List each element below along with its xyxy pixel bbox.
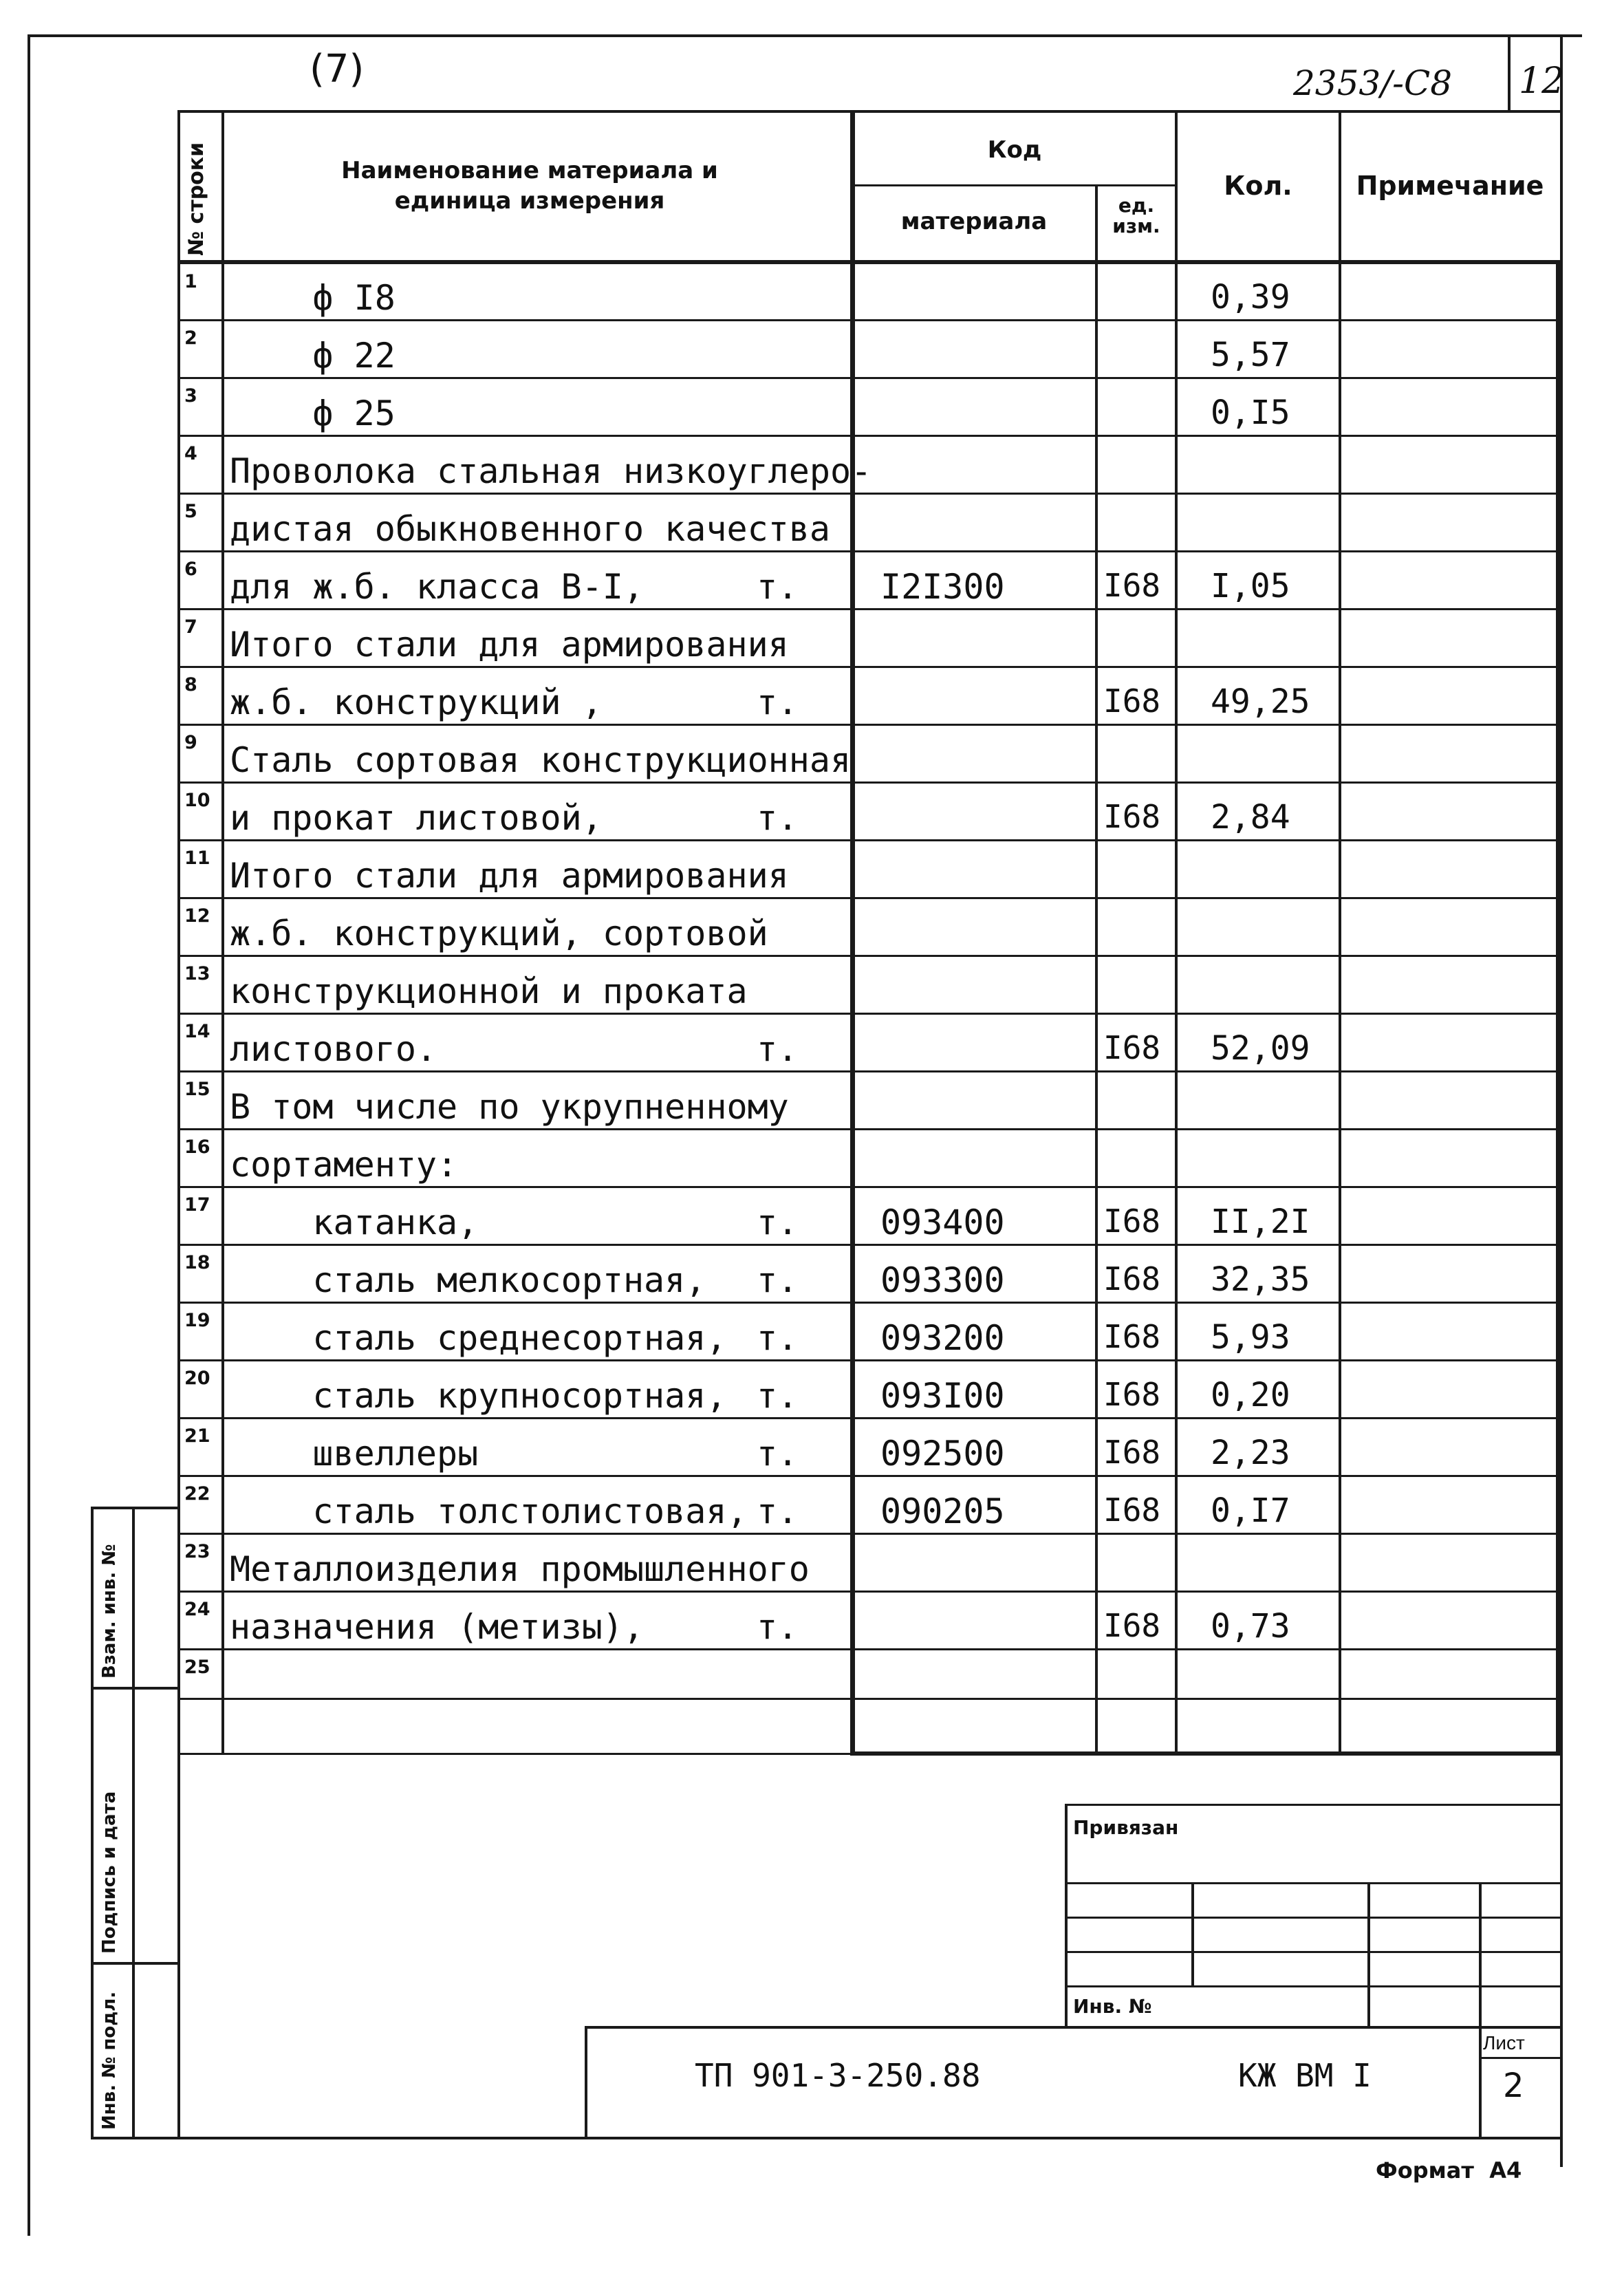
row-unit: т. — [757, 1029, 799, 1069]
row-qty: 0,73 — [1211, 1607, 1290, 1646]
row-divider — [177, 1698, 1560, 1700]
row-divider — [177, 493, 1560, 495]
row-number: 24 — [184, 1599, 210, 1620]
table-bottom-left — [177, 1753, 852, 1755]
stamp-title-left — [585, 2026, 587, 2139]
row-number: 4 — [184, 443, 197, 464]
row-number: 9 — [184, 732, 197, 753]
row-qty: 2,23 — [1211, 1434, 1290, 1472]
strip-bottom — [91, 2137, 184, 2139]
row-qty: 49,25 — [1211, 682, 1310, 721]
row-name: Итого стали для армирования — [230, 856, 789, 896]
row-divider — [177, 1417, 1560, 1419]
row-unit-code: I68 — [1103, 798, 1161, 835]
header-qty: Кол. — [1224, 171, 1292, 201]
stamp-title-top — [585, 2026, 1561, 2029]
row-divider — [177, 377, 1560, 379]
row-divider — [177, 1533, 1560, 1535]
format-label: Формат А4 — [1376, 2157, 1522, 2184]
row-name: Итого стали для армирования — [230, 625, 789, 665]
row-number: 1 — [184, 271, 197, 292]
row-number: 15 — [184, 1079, 210, 1100]
row-unit: т. — [757, 1434, 799, 1474]
row-number: 17 — [184, 1194, 210, 1216]
stamp-priv-col-1 — [1191, 1882, 1194, 1987]
row-name: назначения (метизы), — [230, 1607, 645, 1647]
strip-podpis-data: Подпись и дата — [99, 1791, 120, 1954]
row-unit: т. — [757, 1318, 799, 1358]
row-unit: т. — [757, 567, 799, 607]
stamp-priv-col-3 — [1479, 1882, 1482, 2139]
row-unit-code: I68 — [1103, 567, 1161, 604]
row-qty: 5,93 — [1211, 1318, 1290, 1357]
header-note: Примечание — [1356, 171, 1544, 201]
doc-code-handwritten: 2353/-С8 — [1293, 63, 1453, 103]
row-name: сталь мелкосортная, — [230, 1260, 706, 1300]
row-divider — [177, 1591, 1560, 1593]
row-qty: 0,39 — [1211, 278, 1290, 316]
row-unit-code: I68 — [1103, 1434, 1161, 1471]
row-qty: 0,I5 — [1211, 393, 1290, 432]
row-name: ф I8 — [230, 278, 396, 318]
row-material-code: 093300 — [880, 1260, 1005, 1300]
stamp-priv-col-2 — [1367, 1882, 1370, 2028]
row-unit: т. — [757, 682, 799, 722]
row-unit-code: I68 — [1103, 1260, 1161, 1297]
row-number: 10 — [184, 790, 210, 811]
row-name: Проволока стальная низкоуглеро- — [230, 451, 872, 491]
stamp-priv-line-3 — [1065, 1951, 1561, 1953]
col-line-4 — [1175, 110, 1178, 1754]
row-unit: т. — [757, 1607, 799, 1647]
row-divider — [177, 319, 1560, 321]
row-qty: 2,84 — [1211, 798, 1290, 837]
strip-div-1 — [91, 1687, 180, 1690]
row-unit-code: I68 — [1103, 1607, 1161, 1644]
row-number: 13 — [184, 963, 210, 984]
row-name: катанка, — [230, 1203, 479, 1242]
row-qty: 5,57 — [1211, 336, 1290, 374]
stamp-sheet-value: 2 — [1503, 2067, 1524, 2105]
row-unit: т. — [757, 798, 799, 838]
table-top — [177, 110, 1563, 113]
row-divider — [177, 1359, 1560, 1361]
header-code-material: материала — [900, 208, 1048, 235]
stamp-privyazan: Привязан — [1073, 1816, 1179, 1839]
row-divider — [177, 666, 1560, 668]
row-number: 11 — [184, 848, 210, 869]
row-number: 5 — [184, 501, 197, 522]
row-name: швеллеры — [230, 1434, 479, 1474]
row-unit: т. — [757, 1203, 799, 1242]
row-name: В том числе по укрупненному — [230, 1087, 789, 1127]
col-line-0 — [177, 110, 180, 2139]
row-number: 19 — [184, 1310, 210, 1331]
stamp-privyazan-left — [1065, 1804, 1068, 2028]
row-number: 25 — [184, 1657, 210, 1678]
strip-div-2 — [91, 1962, 180, 1965]
row-name: ф 22 — [230, 336, 396, 376]
row-qty: 52,09 — [1211, 1029, 1310, 1068]
row-qty: I,05 — [1211, 567, 1290, 605]
row-material-code: 093400 — [880, 1203, 1005, 1242]
stamp-priv-line-2 — [1065, 1917, 1561, 1919]
row-name: дистая обыкновенного качества — [230, 509, 830, 549]
row-divider — [177, 1648, 1560, 1650]
row-divider — [177, 839, 1560, 841]
row-unit-code: I68 — [1103, 1376, 1161, 1413]
header-code: Код — [987, 136, 1042, 164]
row-name: и прокат листовой, — [230, 798, 603, 838]
strip-mid — [132, 1507, 135, 2139]
row-divider — [177, 1128, 1560, 1130]
strip-vzam-inv: Взам. инв. № — [99, 1544, 120, 1679]
row-name: сталь среднесортная, — [230, 1318, 727, 1358]
row-divider — [177, 1244, 1560, 1246]
row-divider — [177, 724, 1560, 726]
row-name: сортаменту: — [230, 1145, 458, 1185]
row-number: 23 — [184, 1541, 210, 1562]
row-divider — [177, 955, 1560, 957]
page-box-left — [1508, 34, 1511, 110]
stamp-doc-mark: КЖ ВМ I — [1238, 2057, 1372, 2094]
code-sub-divider — [853, 184, 1176, 186]
stamp-inv-no: Инв. № — [1073, 1995, 1152, 2018]
row-material-code: 092500 — [880, 1434, 1005, 1474]
row-name: конструкционной и проката — [230, 971, 748, 1011]
strip-inv-podl: Инв. № подл. — [99, 1991, 120, 2130]
row-number: 18 — [184, 1252, 210, 1273]
row-name: сталь крупносортная, — [230, 1376, 727, 1416]
row-name: Металлоизделия промышленного — [230, 1549, 810, 1589]
row-number: 2 — [184, 327, 197, 349]
row-divider — [177, 1302, 1560, 1304]
row-unit-code: I68 — [1103, 682, 1161, 720]
stamp-doc-designation: ТП 901-3-250.88 — [695, 2057, 981, 2094]
row-qty: II,2I — [1211, 1203, 1310, 1241]
table-bottom — [850, 1751, 1561, 1756]
header-code-unit: ед. изм. — [1112, 194, 1160, 237]
row-unit-code: I68 — [1103, 1029, 1161, 1066]
row-divider — [177, 897, 1560, 899]
row-divider — [177, 608, 1560, 610]
row-unit-code: I68 — [1103, 1318, 1161, 1355]
col-line-6 — [1556, 260, 1561, 1754]
frame-top — [28, 34, 1582, 37]
row-number: 6 — [184, 559, 197, 580]
row-qty: 0,20 — [1211, 1376, 1290, 1414]
row-name: Сталь сортовая конструкционная — [230, 740, 852, 780]
row-unit: т. — [757, 1260, 799, 1300]
stamp-sheet-label: Лист — [1483, 2032, 1525, 2053]
frame-left — [28, 34, 30, 2236]
row-name: сталь толстолистовая, — [230, 1491, 748, 1531]
row-name: ф 25 — [230, 393, 396, 433]
col-line-3 — [1095, 184, 1098, 1754]
header-bottom — [177, 260, 1563, 264]
row-material-code: 090205 — [880, 1491, 1005, 1531]
row-unit: т. — [757, 1376, 799, 1416]
row-number: 22 — [184, 1483, 210, 1505]
row-divider — [177, 1013, 1560, 1015]
col-line-1 — [221, 110, 224, 1754]
row-number: 14 — [184, 1021, 210, 1042]
row-unit-code: I68 — [1103, 1203, 1161, 1240]
row-material-code: 093200 — [880, 1318, 1005, 1358]
row-number: 8 — [184, 674, 197, 696]
page-bottom-line — [177, 2137, 1561, 2139]
row-unit-code: I68 — [1103, 1491, 1161, 1529]
col-line-2 — [850, 110, 855, 1754]
stamp-privyazan-top — [1065, 1804, 1561, 1806]
strip-top — [91, 1507, 180, 1509]
header-name: Наименование материала и единица измерения — [341, 157, 718, 215]
header-row-no: № строки — [184, 142, 208, 256]
row-name: ж.б. конструкций, сортовой — [230, 914, 768, 953]
row-unit: т. — [757, 1491, 799, 1531]
row-material-code: I2I300 — [880, 567, 1005, 607]
strip-left — [91, 1507, 94, 2139]
row-material-code: 093I00 — [880, 1376, 1005, 1416]
page-no-handwritten: 12 — [1519, 61, 1565, 102]
row-number: 21 — [184, 1425, 210, 1447]
row-qty: 0,I7 — [1211, 1491, 1290, 1530]
row-name: листового. — [230, 1029, 437, 1069]
row-divider — [177, 1475, 1560, 1477]
row-number: 3 — [184, 385, 197, 407]
col-line-5 — [1339, 110, 1341, 1754]
row-divider — [177, 1070, 1560, 1072]
row-number: 20 — [184, 1368, 210, 1389]
row-divider — [177, 1186, 1560, 1188]
row-number: 7 — [184, 616, 197, 638]
stamp-priv-line-1 — [1065, 1882, 1561, 1884]
row-divider — [177, 550, 1560, 552]
row-name: ж.б. конструкций , — [230, 682, 603, 722]
row-name: для ж.б. класса В-I, — [230, 567, 645, 607]
row-number: 12 — [184, 905, 210, 927]
row-divider — [177, 435, 1560, 437]
row-divider — [177, 781, 1560, 784]
row-number: 16 — [184, 1136, 210, 1158]
stamp-priv-line-4 — [1065, 1985, 1561, 1987]
stamp-sheet-divider — [1479, 2057, 1561, 2059]
row-qty: 32,35 — [1211, 1260, 1310, 1299]
sheet-mark: (7) — [310, 47, 365, 91]
